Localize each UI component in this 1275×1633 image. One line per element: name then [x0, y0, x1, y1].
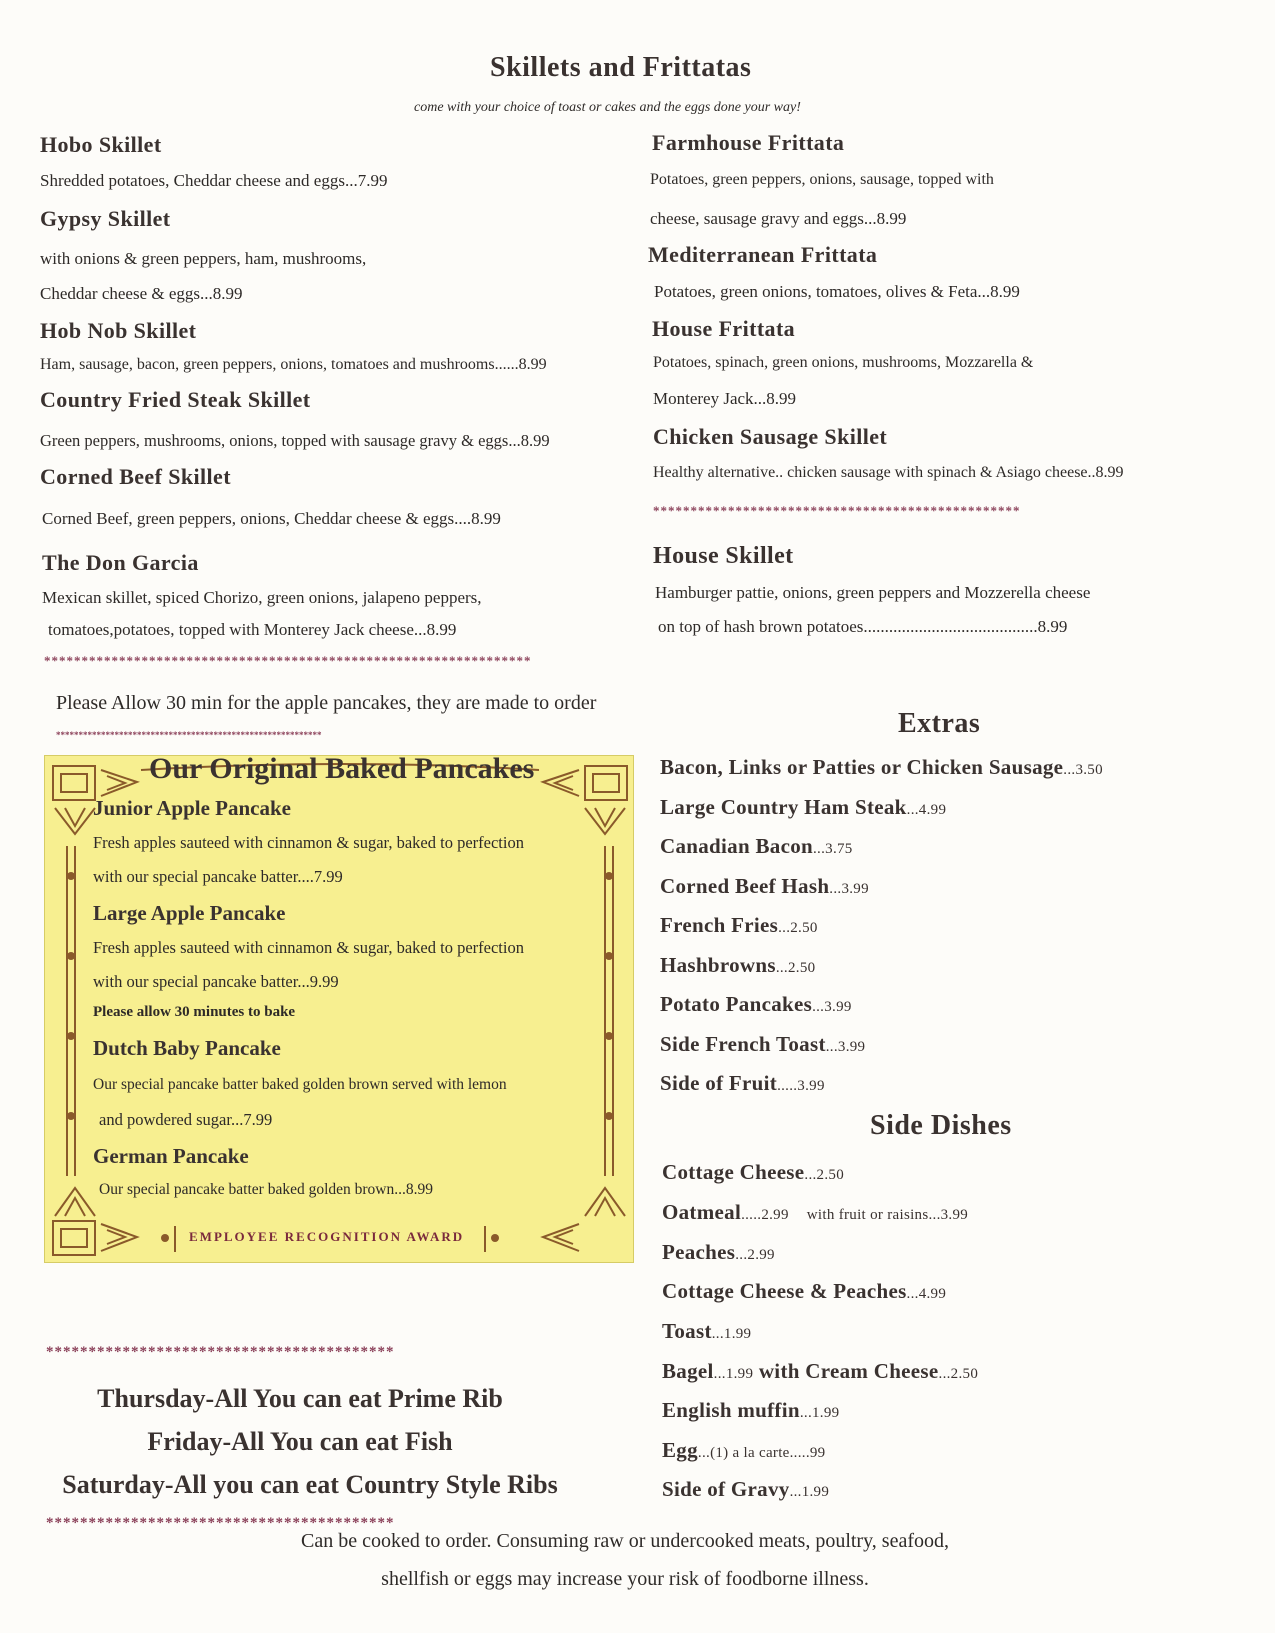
pancake-desc: with our special pancake batter...9.99 [93, 972, 339, 991]
star-separator: *********************************************************** [56, 730, 322, 740]
side-item: Peaches...2.99 [662, 1240, 775, 1264]
menu-item-desc: Potatoes, green onions, tomatoes, olives & Feta...8.99 [654, 282, 1020, 301]
pancake-desc: Fresh apples sauteed with cinnamon & sugar, baked to perfection [93, 833, 524, 852]
menu-item-desc: Mexican skillet, spiced Chorizo, green onions, jalapeno peppers, [42, 588, 482, 607]
apple-pancake-notice: Please Allow 30 min for the apple pancakes, they are made to order [56, 692, 597, 714]
extras-item: Large Country Ham Steak...4.99 [660, 795, 947, 819]
extras-item: Canadian Bacon...3.75 [660, 834, 853, 858]
pancake-desc: and powdered sugar...7.99 [99, 1110, 273, 1129]
extras-item: Corned Beef Hash...3.99 [660, 874, 869, 898]
food-safety-notice: Can be cooked to order. Consuming raw or undercooked meats, poultry, seafood, [301, 1530, 949, 1552]
side-item: Cottage Cheese & Peaches...4.99 [662, 1279, 947, 1303]
extras-item: Hashbrowns...2.50 [660, 953, 816, 977]
menu-item-desc: Potatoes, spinach, green onions, mushrooms, Mozzarella & [653, 354, 1034, 371]
side-item: English muffin...1.99 [662, 1398, 840, 1422]
side-item: Cottage Cheese...2.50 [662, 1160, 845, 1184]
extras-item: Side French Toast...3.99 [660, 1032, 866, 1056]
pancake-name: Dutch Baby Pancake [93, 1036, 281, 1060]
special-thursday: Thursday-All You can eat Prime Rib [97, 1384, 503, 1413]
extras-item: French Fries...2.50 [660, 913, 818, 937]
menu-item-name: Farmhouse Frittata [652, 130, 845, 155]
side-item: Egg...(1) a la carte.....99 [662, 1438, 826, 1462]
side-item: Bagel...1.99 with Cream Cheese...2.50 [662, 1359, 979, 1383]
pancake-section-title: Our Original Baked Pancakes [149, 752, 535, 785]
side-dishes-title: Side Dishes [870, 1110, 1012, 1141]
menu-item-desc: Hamburger pattie, onions, green peppers and Mozzerella cheese [655, 583, 1091, 602]
pancake-name: German Pancake [93, 1144, 249, 1168]
pancake-desc: Fresh apples sauteed with cinnamon & sugar, baked to perfection [93, 938, 524, 957]
star-separator: ***************************************** [46, 1344, 395, 1360]
menu-item-desc: Cheddar cheese & eggs...8.99 [40, 284, 243, 303]
side-item: Oatmeal.....2.99 with fruit or raisins...3.99 [662, 1200, 969, 1224]
award-banner: EMPLOYEE RECOGNITION AWARD [189, 1229, 465, 1244]
menu-item-name: Chicken Sausage Skillet [653, 424, 888, 449]
special-friday: Friday-All You can eat Fish [147, 1427, 453, 1456]
pancake-name: Large Apple Pancake [93, 901, 286, 925]
page-subtitle: come with your choice of toast or cakes and the eggs done your way! [414, 100, 801, 115]
menu-item-desc: cheese, sausage gravy and eggs...8.99 [650, 209, 907, 228]
menu-item-desc: with onions & green peppers, ham, mushrooms, [40, 249, 367, 268]
menu-item-name: Gypsy Skillet [40, 206, 171, 231]
menu-item-desc: Potatoes, green peppers, onions, sausage, topped with [650, 171, 994, 188]
menu-item-name: The Don Garcia [42, 550, 199, 575]
food-safety-notice: shellfish or eggs may increase your risk of foodborne illness. [381, 1568, 869, 1590]
side-item: Toast...1.99 [662, 1319, 752, 1343]
menu-item-name: Country Fried Steak Skillet [40, 387, 311, 412]
menu-item-desc: on top of hash brown potatoes.........................................8.99 [658, 617, 1068, 636]
pancake-name: Junior Apple Pancake [93, 796, 291, 820]
menu-item-desc: Monterey Jack...8.99 [653, 389, 797, 408]
side-item: Side of Gravy...1.99 [662, 1477, 830, 1501]
menu-item-name: Corned Beef Skillet [40, 464, 231, 489]
menu-item-desc: Corned Beef, green peppers, onions, Cheddar cheese & eggs....8.99 [42, 509, 501, 528]
star-separator: ************************************************* [653, 503, 1021, 518]
pancake-section [44, 752, 634, 1263]
pancake-desc: with our special pancake batter....7.99 [93, 867, 343, 886]
extras-title: Extras [898, 708, 981, 739]
special-saturday: Saturday-All you can eat Country Style Ribs [62, 1470, 558, 1499]
menu-item-name: House Skillet [653, 543, 794, 569]
menu-item-desc: Shredded potatoes, Cheddar cheese and eggs...7.99 [40, 171, 388, 190]
extras-item: Side of Fruit.....3.99 [660, 1071, 825, 1095]
pancake-desc: Our special pancake batter baked golden brown...8.99 [99, 1181, 433, 1198]
star-separator: ***************************************** [46, 1515, 395, 1531]
star-separator: ***************************************************************** [44, 653, 532, 668]
extras-item: Potato Pancakes...3.99 [660, 992, 852, 1016]
extras-item: Bacon, Links or Patties or Chicken Sausage...3.50 [660, 755, 1103, 779]
menu-item-name: Hob Nob Skillet [40, 318, 197, 343]
pancake-note: Please allow 30 minutes to bake [93, 1004, 296, 1020]
menu-item-name: House Frittata [652, 316, 796, 341]
menu-item-desc: tomatoes,potatoes, topped with Monterey Jack cheese...8.99 [48, 620, 457, 639]
pancake-desc: Our special pancake batter baked golden brown served with lemon [93, 1076, 507, 1093]
menu-item-desc: Green peppers, mushrooms, onions, topped with sausage gravy & eggs...8.99 [40, 431, 550, 450]
menu-item-desc: Ham, sausage, bacon, green peppers, onions, tomatoes and mushrooms......8.99 [40, 356, 547, 373]
menu-item-name: Mediterranean Frittata [648, 242, 878, 267]
page-title: Skillets and Frittatas [490, 52, 752, 83]
menu-item-name: Hobo Skillet [40, 132, 162, 157]
menu-item-desc: Healthy alternative.. chicken sausage with spinach & Asiago cheese..8.99 [653, 464, 1124, 481]
